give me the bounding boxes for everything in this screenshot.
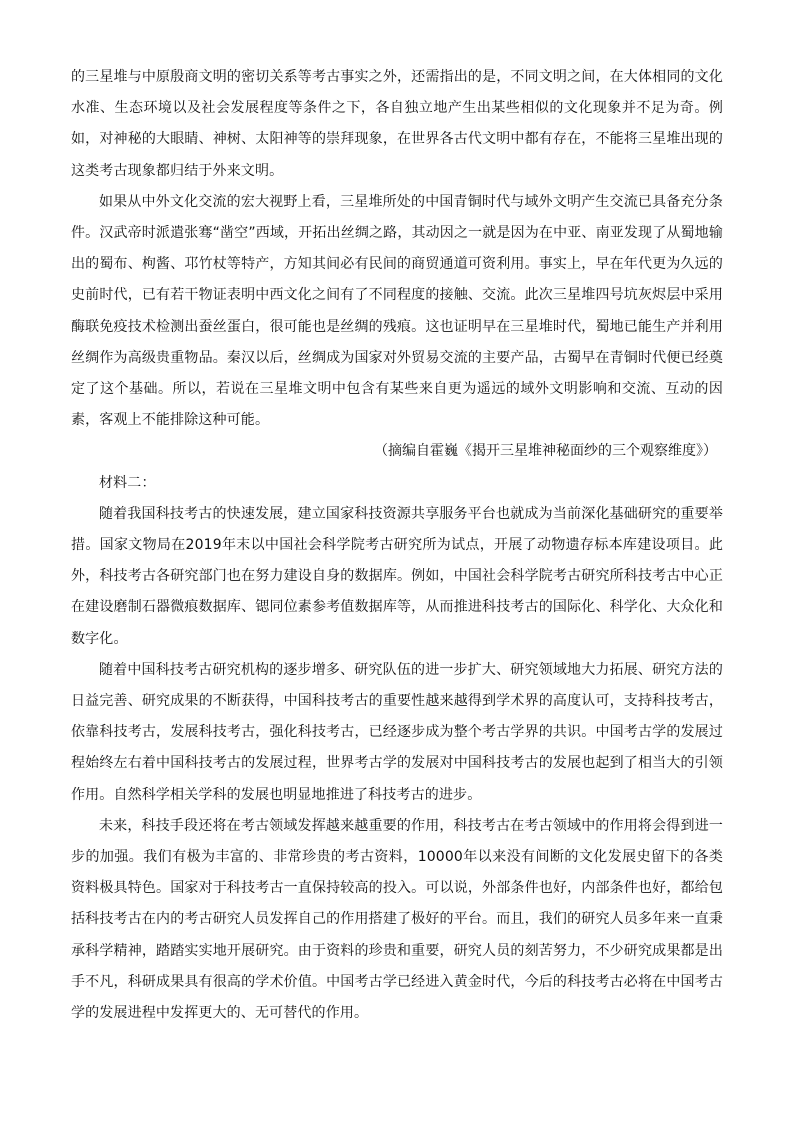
material-one-paragraph-2: 如果从中外文化交流的宏大视野上看，三星堆所处的中国青铜时代与域外文明产生交流已具备充分条件。汉武帝时派遣张骞“凿空”西域，开拓出丝绸之路，其动因之一就是因为在中亚、南亚发现了从蜀地输出的蜀布、枸酱、邛竹杖等特产，方知其间必有民间的商贸通道可资利用。事实上，早在年代更为久远的史前时代，已有若干物证表明中西文化之间有了不同程度的接触、交流。此次三星堆四号坑灰烬层中采用酶联免疫技术检测出蚕丝蛋白，很可能也是丝绸的残痕。这也证明早在三星堆时代，蜀地已能生产并利用丝绸作为高级贵重物品。秦汉以后，丝绸成为国家对外贸易交流的主要产品，古蜀早在青铜时代便已经奠定了这个基础。所以，若说在三星堆文明中包含有某些来自更为遥远的域外文明影响和交流、互动的因素，客观上不能排除这种可能。 <box>71 193 723 429</box>
material-two-paragraph-1: 随着我国科技考古的快速发展，建立国家科技资源共享服务平台也就成为当前深化基础研究的重要举措。国家文物局在2019年末以中国社会科学院考古研究所为试点，开展了动物遗存标本库建设项目。此外，科技考古各研究部门也在努力建设自身的数据库。例如，中国社会科学院考古研究所科技考古中心正在建设磨制石器微痕数据库、锶同位素参考值数据库等，从而推进科技考古的国际化、科学化、大众化和数字化。 <box>71 505 723 647</box>
material-two-paragraph-2: 随着中国科技考古研究机构的逐步增多、研究队伍的进一步扩大、研究领域地大力拓展、研究方法的日益完善、研究成果的不断获得，中国科技考古的重要性越来越得到学术界的高度认可，支持科技考古，依靠科技考古，发展科技考古，强化科技考古，已经逐步成为整个考古学界的共识。中国考古学的发展过程始终左右着中国科技考古的发展过程，世界考古学的发展对中国科技考古的发展也起到了相当大的引领作用。自然科学相关学科的发展也明显地推进了科技考古的进步。 <box>71 661 723 803</box>
document-page <box>71 62 723 1029</box>
material-one-paragraph-1: 的三星堆与中原殷商文明的密切关系等考古事实之外，还需指出的是，不同文明之间，在大体相同的文化水准、生态环境以及社会发展程度等条件之下，各自独立地产生出某些相似的文化现象并不足为奇。例如，对神秘的大眼睛、神树、太阳神等的崇拜现象，在世界各古代文明中都有存在，不能将三星堆出现的这类考古现象都归结于外来文明。 <box>71 69 723 179</box>
material-one-source-citation: （摘编自霍巍《揭开三星堆神秘面纱的三个观察维度》） <box>374 443 717 460</box>
material-two-paragraph-3: 未来，科技手段还将在考古领域发挥越来越重要的作用，科技考古在考古领域中的作用将会得到进一步的加强。我们有极为丰富的、非常珍贵的考古资料，10000年以来没有间断的文化发展史留下的各类资料极具特色。国家对于科技考古一直保持较高的投入。可以说，外部条件也好，内部条件也好，都给包括科技考古在内的考古研究人员发挥自己的作用搭建了极好的平台。而且，我们的研究人员多年来一直秉承科学精神，踏踏实实地开展研究。由于资料的珍贵和重要，研究人员的刻苦努力，不少研究成果都是出手不凡，科研成果具有很高的学术价值。中国考古学已经进入黄金时代，今后的科技考古必将在中国考古学的发展进程中发挥更大的、无可替代的作用。 <box>71 817 723 1022</box>
material-two-label: 材料二： <box>99 474 156 491</box>
